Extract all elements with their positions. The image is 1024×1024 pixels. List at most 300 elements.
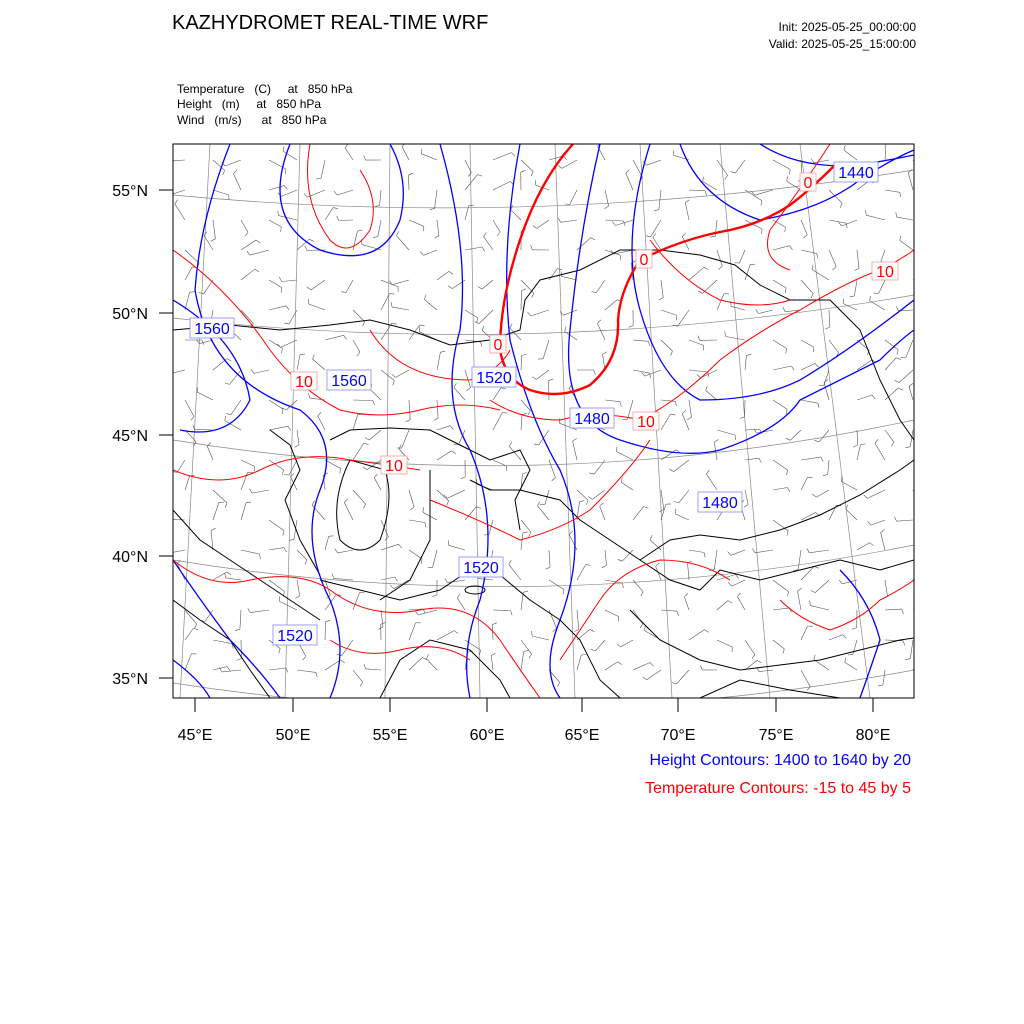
wind-barb xyxy=(185,400,194,417)
wind-barb-feather xyxy=(313,354,315,359)
height-label: 1480 xyxy=(574,411,610,428)
wind-barb-feather xyxy=(163,550,166,554)
wind-barb xyxy=(651,220,661,237)
wind-barb xyxy=(437,490,449,501)
wind-barb xyxy=(819,430,829,442)
wind-barb xyxy=(313,359,325,370)
wind-barb xyxy=(706,474,717,490)
wind-barb-feather xyxy=(738,593,741,597)
wind-barb xyxy=(885,430,894,442)
wind-barb-feather xyxy=(864,495,868,499)
wind-barb xyxy=(479,310,493,324)
wind-barb-feather xyxy=(235,629,240,631)
wind-barb xyxy=(570,190,577,204)
wind-barb xyxy=(537,220,549,228)
wind-barb xyxy=(801,364,815,371)
wind-barb-feather xyxy=(341,292,346,293)
wind-barb-feather xyxy=(783,307,785,311)
variable-height: Height (m) at 850 hPa xyxy=(177,97,322,111)
wind-barb-feather xyxy=(452,451,456,454)
wind-barb xyxy=(661,610,677,611)
wind-barb-feather xyxy=(393,381,395,386)
wind-barb-feather xyxy=(309,239,314,241)
wind-barb xyxy=(536,370,549,379)
wind-barb xyxy=(424,250,437,255)
wind-barb-feather xyxy=(225,383,230,385)
wind-barb-feather xyxy=(277,344,281,348)
wind-barb xyxy=(674,460,689,472)
wind-barb-feather xyxy=(255,269,259,272)
wind-barb xyxy=(913,605,930,610)
wind-barb xyxy=(809,550,829,553)
wind-barb xyxy=(392,307,409,310)
wind-barb-feather xyxy=(903,641,905,646)
wind-barb xyxy=(706,391,717,401)
wind-barb xyxy=(714,550,717,570)
height-contours xyxy=(173,144,914,698)
wind-barb-feather xyxy=(482,247,485,251)
lon-tick-label: 45°E xyxy=(177,727,213,744)
wind-barb xyxy=(815,580,829,593)
wind-barb xyxy=(689,267,704,280)
wind-barb-feather xyxy=(249,489,252,493)
wind-barb-feather xyxy=(872,395,875,399)
wind-barb-feather xyxy=(640,624,643,628)
wind-barb-feather xyxy=(604,206,608,209)
wind-barb xyxy=(605,550,607,565)
wind-barb xyxy=(213,502,219,520)
wind-barb-feather xyxy=(531,245,533,250)
wind-barb-feather xyxy=(725,175,728,179)
lon-tick-label: 50°E xyxy=(275,727,311,744)
wind-barb xyxy=(366,669,382,670)
wind-barb xyxy=(521,533,523,550)
wind-barb xyxy=(621,640,633,647)
wind-barb-feather xyxy=(843,635,846,639)
wind-barb-feather xyxy=(304,194,308,198)
wind-barb xyxy=(679,490,689,503)
wind-barb-feather xyxy=(510,324,512,329)
wind-barb-feather xyxy=(787,531,788,536)
wind-barb xyxy=(773,366,791,370)
wind-barb xyxy=(185,629,193,641)
wind-barb xyxy=(661,340,673,351)
wind-barb-feather xyxy=(875,439,878,443)
wind-barb xyxy=(195,429,214,430)
wind-barb-feather xyxy=(656,563,660,566)
wind-barb-feather xyxy=(533,226,537,229)
wind-barb-feather xyxy=(448,286,452,289)
wind-barb-feather xyxy=(225,503,227,508)
map-title: KAZHYDROMET REAL-TIME WRF xyxy=(172,12,489,34)
wind-barb xyxy=(844,150,857,160)
wind-barb xyxy=(798,550,801,570)
wind-barb xyxy=(374,478,381,490)
wind-barb-feather xyxy=(569,531,572,535)
wind-barb xyxy=(424,300,437,310)
wind-barb-feather xyxy=(284,186,287,190)
wind-barb-feather xyxy=(921,172,923,176)
wind-barb xyxy=(773,400,787,409)
wind-barb xyxy=(773,580,789,592)
wind-barb xyxy=(241,220,248,232)
wind-barb-feather xyxy=(677,611,679,616)
wind-barb xyxy=(573,441,577,460)
height-label: 1560 xyxy=(331,373,367,390)
wind-barb xyxy=(596,280,605,293)
wind-barb-feather xyxy=(850,296,855,297)
wind-barb-feather xyxy=(227,667,230,671)
wind-barb xyxy=(564,310,578,315)
wind-barb xyxy=(353,670,363,682)
wind-barb xyxy=(897,520,913,521)
wind-barb-feather xyxy=(591,238,595,240)
wind-barb xyxy=(269,520,284,531)
height-label: 1480 xyxy=(702,495,738,512)
wind-barb xyxy=(549,460,555,478)
wind-barb-feather xyxy=(818,403,819,408)
wind-barb-feather xyxy=(855,268,860,270)
wind-barb xyxy=(269,580,285,591)
wind-barb xyxy=(605,400,620,402)
wind-barb-feather xyxy=(558,165,562,168)
wind-barb-feather xyxy=(725,332,726,337)
graticule xyxy=(173,144,914,709)
wind-barb-feather xyxy=(783,649,784,654)
wind-barb xyxy=(689,340,704,345)
wind-barb-feather xyxy=(454,631,458,634)
wind-barb-feather xyxy=(561,272,562,277)
wind-barb-feather xyxy=(482,326,484,331)
wind-barb-feather xyxy=(424,295,426,300)
wind-barb-feather xyxy=(588,497,592,500)
wind-barb-feather xyxy=(560,312,563,316)
wind-barb xyxy=(801,626,808,640)
wind-barb xyxy=(594,460,605,474)
wind-barb-feather xyxy=(227,359,231,361)
wind-barb xyxy=(381,323,392,340)
wind-barb xyxy=(345,148,353,160)
wind-barb xyxy=(845,662,857,670)
wind-barb xyxy=(437,220,439,236)
wind-barb xyxy=(281,190,297,196)
wind-barb-feather xyxy=(284,323,289,324)
wind-barb xyxy=(169,519,185,520)
wind-barb-feather xyxy=(373,401,375,406)
wind-barb-feather xyxy=(787,176,788,181)
variable-temperature: Temperature (C) at 850 hPa xyxy=(177,82,353,96)
wind-barb-feather xyxy=(762,229,763,234)
wind-barb-feather xyxy=(591,649,596,651)
wind-barb-feather xyxy=(861,444,866,445)
height-label: 1520 xyxy=(476,370,512,387)
wind-barb-feather xyxy=(641,592,643,596)
wind-barb-feather xyxy=(786,438,791,440)
wind-barb xyxy=(353,490,366,504)
wind-barb-feather xyxy=(891,442,894,446)
wind-barb-feather xyxy=(225,416,226,421)
wind-barb xyxy=(913,160,923,172)
wind-barb-feather xyxy=(509,560,512,564)
wind-barb xyxy=(605,220,624,221)
wind-barb xyxy=(369,430,381,440)
wind-barb-feather xyxy=(286,306,289,310)
wind-barb xyxy=(521,652,524,671)
wind-barb xyxy=(717,250,722,266)
wind-barb-feather xyxy=(167,514,169,519)
wind-barb xyxy=(213,640,232,644)
wind-barb-feather xyxy=(420,325,425,326)
wind-barb-feather xyxy=(344,335,347,339)
wind-barb-feather xyxy=(454,383,456,388)
wind-barb-feather xyxy=(814,655,815,660)
wind-barb xyxy=(854,280,857,296)
wind-barb-feather xyxy=(645,626,646,631)
wind-barb xyxy=(222,670,241,672)
wind-barb xyxy=(521,592,523,610)
wind-barb-feather xyxy=(374,474,377,478)
wind-barb xyxy=(311,280,325,290)
wind-barb xyxy=(561,220,577,222)
wind-barb xyxy=(240,610,241,629)
wind-barb xyxy=(913,550,931,557)
wind-barb xyxy=(600,506,605,520)
wind-barb-feather xyxy=(211,239,215,241)
wind-barb-feather xyxy=(523,591,528,592)
wind-barb-feather xyxy=(669,469,673,472)
wind-barb xyxy=(910,640,913,659)
temperature-contour-legend: Temperature Contours: -15 to 45 by 5 xyxy=(645,780,911,797)
wind-barb-feather xyxy=(285,169,286,174)
wind-barb-feather xyxy=(905,447,910,448)
wind-barb-feather xyxy=(295,596,299,599)
wind-barb xyxy=(447,580,465,583)
wind-barb xyxy=(437,271,449,280)
wind-barb xyxy=(745,264,750,280)
wind-barb-feather xyxy=(557,682,559,686)
wind-barb xyxy=(595,640,605,651)
lat-tick-label: 40°N xyxy=(112,549,148,566)
wind-barb xyxy=(879,280,885,294)
wind-barb-feather xyxy=(316,178,321,179)
wind-barb xyxy=(409,550,422,559)
wind-barb-feather xyxy=(821,457,824,461)
wind-barb-feather xyxy=(423,507,424,512)
wind-barb-feather xyxy=(659,298,663,300)
wind-barb-feather xyxy=(752,549,755,553)
wind-barb-feather xyxy=(592,292,597,293)
wind-barb-feather xyxy=(529,654,532,658)
wind-barb-feather xyxy=(787,488,790,492)
wind-barb-feather xyxy=(917,503,920,507)
wind-barb xyxy=(900,240,913,250)
wind-barb xyxy=(493,413,502,431)
wind-barb-feather xyxy=(700,665,702,670)
wind-barb xyxy=(661,414,670,430)
wind-barb-feather xyxy=(420,252,423,256)
wind-barb xyxy=(318,416,325,430)
wind-barb xyxy=(521,640,532,654)
wind-barb xyxy=(478,578,493,580)
wind-barb xyxy=(684,597,689,610)
temperature-label: 10 xyxy=(637,414,655,431)
wind-barb xyxy=(626,173,633,190)
wind-barb-feather xyxy=(177,560,180,564)
wind-barb-feather xyxy=(191,417,194,421)
wind-barb xyxy=(231,400,241,415)
wind-barb xyxy=(380,190,381,205)
wind-barb xyxy=(689,370,708,372)
wind-barb xyxy=(885,580,888,596)
wind-barb xyxy=(814,660,829,670)
wind-barb xyxy=(279,216,298,220)
wind-barb xyxy=(465,507,476,520)
wind-barb xyxy=(853,640,857,655)
wind-barb-feather xyxy=(881,530,885,533)
wind-barb xyxy=(409,325,420,340)
wind-barb-feather xyxy=(706,386,708,391)
wind-barb xyxy=(689,400,692,417)
wind-barb xyxy=(454,388,465,400)
wind-barb-feather xyxy=(896,358,901,360)
wind-barb xyxy=(426,659,437,670)
wind-barb-feather xyxy=(223,170,225,175)
wind-barb-feather xyxy=(735,435,736,440)
wind-barb xyxy=(185,610,197,624)
wind-barb-feather xyxy=(787,470,788,475)
wind-barb-feather xyxy=(787,592,788,597)
wind-barb xyxy=(493,220,500,232)
wind-barb-feather xyxy=(528,411,530,415)
wind-barb xyxy=(309,304,325,310)
wind-barb-feather xyxy=(573,438,577,441)
wind-barb xyxy=(885,142,886,160)
wind-barb-feather xyxy=(450,426,453,430)
wind-barb-feather xyxy=(552,478,556,481)
wind-barb xyxy=(773,640,784,649)
wind-barb-feather xyxy=(166,157,168,162)
wind-barb xyxy=(297,355,300,370)
wind-barb xyxy=(213,490,227,503)
wind-barb xyxy=(297,430,299,445)
wind-barb-feather xyxy=(896,306,898,311)
wind-barb xyxy=(739,250,745,263)
wind-barb-feather xyxy=(491,653,495,655)
wind-barb xyxy=(521,415,522,430)
wind-barb-feather xyxy=(790,246,793,250)
wind-barb-feather xyxy=(581,655,586,656)
wind-barb xyxy=(773,280,786,288)
wind-barb-feather xyxy=(289,539,294,540)
wind-barb xyxy=(745,458,759,460)
wind-barb xyxy=(633,507,644,520)
wind-barb-feather xyxy=(852,628,857,630)
wind-barb-feather xyxy=(410,507,414,510)
wind-barb xyxy=(857,543,870,550)
wind-barb-feather xyxy=(549,379,554,381)
wind-barb-feather xyxy=(586,500,588,505)
wind-barb xyxy=(735,160,745,173)
init-time: Init: 2025-05-25_00:00:00 xyxy=(778,20,916,34)
wind-barb-feather xyxy=(340,468,341,473)
wind-barb-feather xyxy=(620,402,621,407)
wind-barb xyxy=(870,301,885,310)
wind-barb-feather xyxy=(811,590,816,592)
wind-barb-feather xyxy=(731,172,736,173)
wind-barb xyxy=(353,415,358,430)
wind-barb-feather xyxy=(531,172,533,177)
wind-barb-feather xyxy=(392,374,396,377)
wind-barb-feather xyxy=(894,517,896,522)
wind-barb-feather xyxy=(642,372,645,376)
wind-barb-feather xyxy=(900,192,901,197)
wind-barb-feather xyxy=(332,574,333,579)
wind-barb xyxy=(207,446,213,460)
wind-barb xyxy=(396,370,409,377)
wind-barb-feather xyxy=(309,393,310,398)
wind-barb xyxy=(857,250,859,268)
wind-barb xyxy=(437,426,450,430)
wind-barb-feather xyxy=(790,169,791,174)
wind-barb xyxy=(829,635,843,640)
wind-barb-feather xyxy=(540,504,545,505)
wind-barb-feather xyxy=(245,232,248,236)
wind-barb-feather xyxy=(896,212,897,217)
wind-barb-feather xyxy=(175,200,178,204)
variable-wind: Wind (m/s) at 850 hPa xyxy=(177,113,327,127)
wind-barb-feather xyxy=(303,656,306,660)
wind-barb xyxy=(269,400,283,409)
wind-barb xyxy=(337,190,353,195)
wind-barb-feather xyxy=(563,590,564,595)
wind-barb xyxy=(241,240,256,250)
wind-barb-feather xyxy=(357,352,360,356)
wind-barb xyxy=(857,430,858,445)
temperature-label: 0 xyxy=(803,175,813,192)
wind-barb xyxy=(549,580,564,590)
wind-barb-feather xyxy=(467,388,471,391)
wind-barb xyxy=(605,662,618,670)
wind-barb-feather xyxy=(373,237,378,238)
wind-barb-feather xyxy=(194,624,196,628)
wind-barb xyxy=(241,269,255,280)
wind-barb-feather xyxy=(532,293,534,298)
wind-barb xyxy=(381,544,399,550)
wind-barb-feather xyxy=(898,388,903,390)
wind-barb-feather xyxy=(281,288,282,293)
wind-barb-feather xyxy=(840,203,842,208)
wind-barb xyxy=(241,310,253,324)
wind-barb xyxy=(289,310,297,324)
wind-barb-feather xyxy=(364,443,369,444)
wind-barb xyxy=(392,280,409,285)
wind-barb xyxy=(252,490,269,493)
wind-barb xyxy=(678,310,689,326)
wind-barb-feather xyxy=(824,380,828,383)
wind-barb-feather xyxy=(390,586,394,589)
wind-barb-feather xyxy=(333,208,338,209)
lon-tick-label: 80°E xyxy=(855,727,891,744)
wind-barb-feather xyxy=(704,553,705,558)
wind-barb xyxy=(353,400,373,401)
wind-barb-feather xyxy=(744,505,748,508)
wind-barb-feather xyxy=(580,501,585,502)
wind-barb xyxy=(175,204,185,220)
wind-barb-feather xyxy=(823,474,828,475)
wind-barb xyxy=(269,306,286,310)
wind-barb xyxy=(234,174,242,190)
wind-barb xyxy=(226,578,241,580)
